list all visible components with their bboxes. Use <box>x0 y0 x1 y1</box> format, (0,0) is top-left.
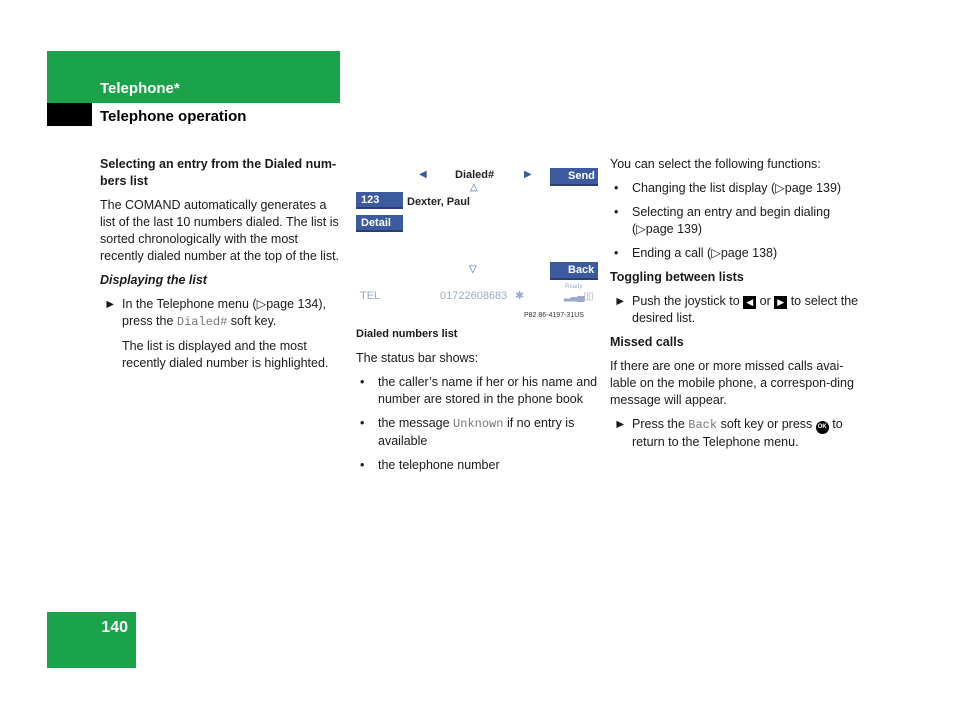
settings-icon: ✱ <box>515 290 525 302</box>
right-arrow-icon: ▶ <box>524 169 532 180</box>
bullet-icon: • <box>614 205 619 219</box>
unknown-message: Unknown <box>453 417 504 431</box>
page-ref-icon: ▷ <box>711 246 721 260</box>
left-arrow-icon: ◀ <box>419 169 427 180</box>
column-3 <box>610 156 860 458</box>
status-ready: Ready <box>565 284 583 290</box>
detail-softkey[interactable]: Detail <box>356 215 403 232</box>
intro-paragraph: The COMAND automatically generates a list of the last 10 numbers dialed. The list is sorted chronologically with the most recently dialed number at the top of the list. <box>100 198 340 263</box>
heading-toggling: Toggling between lists <box>610 270 744 284</box>
signal-strength-icon: ▂▃▄▯▯ <box>564 291 593 302</box>
page-number-box <box>47 612 136 668</box>
arrow-bullet-icon: ► <box>614 294 627 308</box>
column-2 <box>356 350 600 481</box>
heading-missed-calls: Missed calls <box>610 335 684 349</box>
list-item: • Changing the list display (▷page 139) <box>614 181 842 195</box>
list-item: • the caller’s name if her or his name and number are stored in the phone book <box>360 375 598 406</box>
send-softkey[interactable]: Send <box>550 168 598 186</box>
section-title: Telephone* <box>100 80 180 97</box>
missed-calls-paragraph: If there are one or more missed calls avai-lable on the mobile phone, a correspon-ding message will appear. <box>610 359 854 407</box>
result-paragraph: The list is displayed and the most recently dialed number is highlighted. <box>122 339 329 370</box>
column-1 <box>100 156 345 379</box>
step-item: ► In the Telephone menu (▷page 134), press the Dialed# soft key. <box>104 297 326 329</box>
softkey-back: Back <box>688 418 718 432</box>
page-ref-icon: ▷ <box>636 222 646 236</box>
bullet-icon: • <box>614 181 619 195</box>
bullet-icon: • <box>360 375 365 389</box>
page-ref-icon: ▷ <box>256 297 267 311</box>
ok-button-icon: OK <box>816 421 829 434</box>
softkey-dialed: Dialed# <box>176 315 228 329</box>
list-item: • the telephone number <box>360 458 500 472</box>
bullet-icon: • <box>360 416 365 430</box>
subheading-displaying: Displaying the list <box>100 273 207 287</box>
list-item: • Selecting an entry and begin dialing (▷page 139) <box>614 205 831 236</box>
status-bar-intro: The status bar shows: <box>356 351 479 365</box>
joystick-right-icon: ▶ <box>774 296 787 309</box>
back-step: ► Press the Back soft key or press OK to return to the Telephone menu. <box>614 417 843 449</box>
functions-intro: You can select the following functions: <box>610 157 821 171</box>
phone-screen <box>356 160 598 324</box>
bullet-icon: • <box>614 246 619 260</box>
page-number: 140 <box>101 619 128 636</box>
toggle-step: ► Push the joystick to ◀ or ▶ to select the desired list. <box>614 294 859 325</box>
status-number: 01722608683 <box>440 290 508 302</box>
screen-title: Dialed# <box>455 169 495 181</box>
figure-caption: Dialed numbers list <box>356 328 458 340</box>
header-marker <box>47 103 92 126</box>
header-band <box>47 51 340 103</box>
section-subtitle: Telephone operation <box>100 108 247 125</box>
bullet-icon: • <box>360 458 365 472</box>
scroll-up-icon: △ <box>470 182 478 193</box>
status-tel: TEL <box>360 290 381 302</box>
arrow-bullet-icon: ► <box>614 417 627 431</box>
heading-dialed-list: Selecting an entry from the Dialed num-bers list <box>100 157 337 188</box>
arrow-bullet-icon: ► <box>104 297 117 311</box>
numeric-softkey[interactable]: 123 <box>356 192 403 209</box>
list-item: • the message Unknown if no entry is available <box>360 416 575 448</box>
entry-name[interactable]: Dexter, Paul <box>407 196 470 208</box>
joystick-left-icon: ◀ <box>743 296 756 309</box>
scroll-down-icon: ▽ <box>469 264 477 275</box>
page-ref-icon: ▷ <box>775 181 785 195</box>
back-softkey[interactable]: Back <box>550 262 598 280</box>
list-item: • Ending a call (▷page 138) <box>614 246 778 260</box>
figure-code: P82.86-4197-31US <box>524 312 584 319</box>
